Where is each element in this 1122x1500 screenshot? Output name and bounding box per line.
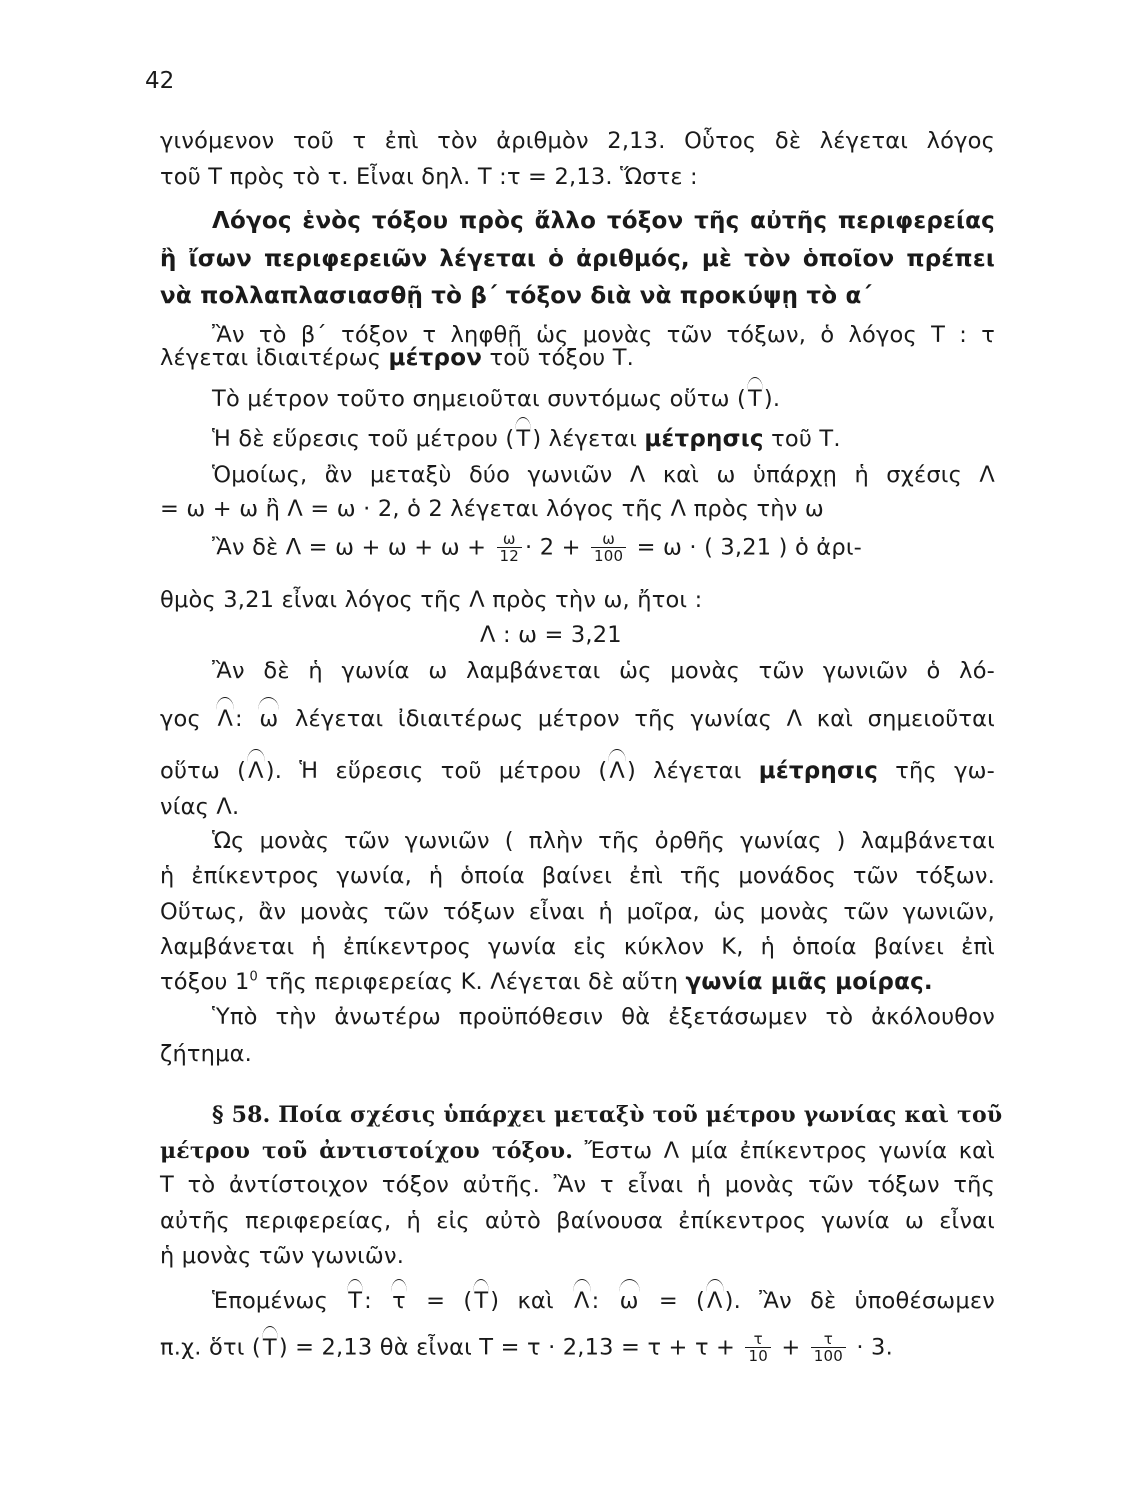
- text-line: [160, 969, 995, 995]
- text-line: τοῦ Τ πρὸς τὸ τ. Εἶναι δηλ. Τ :τ = 2,13. Ὥστε :: [160, 164, 698, 190]
- page-number: 42: [145, 68, 175, 94]
- arc-symbol: Τ: [747, 386, 762, 412]
- text-span: ) = 2,13 θὰ εἶναι Τ = τ · 2,13 = τ + τ +: [278, 1334, 736, 1361]
- text-span: :: [364, 1288, 372, 1314]
- text-line: θμὸς 3,21 εἶναι λόγος τῆς Λ πρὸς τὴν ω, ἤτοι :: [160, 587, 703, 613]
- text-span: ) λέγεται: [626, 758, 742, 784]
- text-span: τοῦ Τ.: [771, 426, 841, 452]
- fraction-denominator: 100: [811, 1347, 846, 1364]
- bold-term: μέτρησις: [644, 426, 764, 452]
- text-span: ).: [763, 386, 781, 412]
- angle-symbol: Λ: [707, 1288, 723, 1314]
- definition-line: Λόγος ἑνὸς τόξου πρὸς ἄλλο τόξον τῆς αὐτῆς περιφερείας: [212, 208, 995, 234]
- degree-superscript: 0: [249, 969, 258, 985]
- text-span: Ἔστω Λ μία ἐπίκεντρος γωνία καὶ: [584, 1138, 995, 1164]
- definition-line: νὰ πολλαπλασιασθῇ τὸ β΄ τόξον διὰ νὰ προκύψῃ τὸ α΄: [160, 283, 872, 309]
- fraction-numerator: ω: [602, 530, 615, 548]
- text-span: Ἂν δὲ Λ = ω + ω + ω +: [212, 534, 487, 561]
- definition-line: ἢ ἴσων περιφερειῶν λέγεται ὁ ἀριθμός, μὲ τὸν ὁποῖον πρέπει: [160, 246, 995, 272]
- text-line: νίας Λ.: [160, 794, 240, 820]
- text-span: τῆς περιφερείας Κ. Λέγεται δὲ αὕτη: [265, 969, 679, 995]
- text-span: τῆς γω-: [895, 758, 995, 784]
- text-span: ) καὶ: [490, 1288, 554, 1314]
- fraction: [591, 532, 626, 564]
- text-line: Τ τὸ ἀντίστοιχον τόξον αὐτῆς. Ἂν τ εἶναι ἡ μονὰς τῶν τόξων τῆς: [160, 1172, 995, 1198]
- text-line: = ω + ω ἢ Λ = ω · 2, ὁ 2 λέγεται λόγος τῆς Λ πρὸς τὴν ω: [160, 496, 824, 522]
- angle-symbol: ω: [619, 1288, 639, 1314]
- text-line: λαμβάνεται ἡ ἐπίκεντρος γωνία εἰς κύκλον Κ, ἡ ὁποία βαίνει ἐπὶ: [160, 934, 995, 960]
- equation: Λ : ω = 3,21: [480, 622, 622, 648]
- bold-term: γωνία μιᾶς μοίρας.: [685, 969, 933, 995]
- fraction-numerator: ω: [502, 530, 516, 548]
- text-span: = ω · ( 3,21 ) ὁ ἀρι-: [636, 534, 862, 561]
- text-span: γος: [160, 706, 201, 732]
- equation-line: [160, 1332, 995, 1364]
- equation-line: [212, 1288, 995, 1314]
- text-span: = (: [426, 1288, 473, 1314]
- text-line: [160, 345, 995, 371]
- text-span: λέγεται ἰδιαιτέρως: [160, 345, 382, 371]
- text-line: [160, 1138, 995, 1164]
- text-line: ζήτημα.: [160, 1041, 253, 1067]
- arc-symbol: Τ: [516, 426, 531, 452]
- fraction-numerator: τ: [823, 1330, 833, 1348]
- arc-symbol: Τ: [474, 1288, 489, 1314]
- bold-term: μέτρον: [388, 345, 483, 371]
- angle-symbol: Λ: [573, 1288, 590, 1314]
- fraction: [497, 532, 523, 564]
- text-line: ἡ μονὰς τῶν γωνιῶν.: [160, 1243, 405, 1269]
- arc-symbol: Τ: [262, 1334, 277, 1361]
- section-heading-continued: μέτρου τοῦ ἀντιστοίχου τόξου.: [160, 1138, 574, 1164]
- section-heading: § 58. Ποία σχέσις ὑπάρχει μεταξὺ τοῦ μέτρου γωνίας καὶ τοῦ: [212, 1102, 1003, 1128]
- text-span: +: [781, 1334, 801, 1361]
- fraction: [811, 1332, 846, 1364]
- fraction-numerator: τ: [753, 1330, 763, 1348]
- text-span: :: [591, 1288, 600, 1314]
- text-line: Ἂν δὲ ἡ γωνία ω λαμβάνεται ὡς μονὰς τῶν γωνιῶν ὁ λό-: [212, 658, 995, 684]
- fraction: [745, 1332, 771, 1364]
- text-span: = (: [658, 1288, 706, 1314]
- text-span: ). Ἡ εὕρεσις τοῦ μέτρου (: [265, 758, 608, 784]
- fraction-denominator: 10: [745, 1347, 771, 1364]
- text-line: Οὕτως, ἂν μονὰς τῶν τόξων εἶναι ἡ μοῖρα, ὡς μονὰς τῶν γωνιῶν,: [160, 899, 995, 925]
- fraction-denominator: 12: [497, 547, 523, 564]
- text-line: Ἂν τὸ β΄ τόξον τ ληφθῇ ὡς μονὰς τῶν τόξων, ὁ λόγος Τ : τ: [212, 322, 995, 348]
- text-span: Τὸ μέτρον τοῦτο σημειοῦται συντόμως οὕτω (: [212, 386, 746, 412]
- angle-symbol: Λ: [609, 758, 625, 784]
- text-span: Ἑπομένως: [212, 1288, 329, 1314]
- text-span: :: [235, 706, 243, 732]
- text-span: ). Ἂν δὲ ὑποθέσωμεν: [724, 1288, 995, 1314]
- text-line: Ὡς μονὰς τῶν γωνιῶν ( πλὴν τῆς ὀρθῆς γωνίας ) λαμβάνεται: [212, 828, 995, 854]
- angle-symbol: Λ: [248, 758, 264, 784]
- text-line: ἡ ἐπίκεντρος γωνία, ἡ ὁποία βαίνει ἐπὶ τῆς μονάδος τῶν τόξων.: [160, 863, 995, 889]
- text-span: Ἡ δὲ εὕρεσις τοῦ μέτρου (: [212, 426, 515, 452]
- text-span: λέγεται ἰδιαιτέρως μέτρον τῆς γωνίας Λ καὶ σημειοῦται: [295, 706, 995, 732]
- arc-symbol: τ: [392, 1288, 406, 1314]
- arc-symbol: Τ: [348, 1288, 363, 1314]
- text-span: οὕτω (: [160, 758, 247, 784]
- text-line: [212, 426, 995, 452]
- text-line: γινόμενον τοῦ τ ἐπὶ τὸν ἀριθμὸν 2,13. Οὗτος δὲ λέγεται λόγος: [160, 128, 995, 154]
- text-span: · 2 +: [525, 534, 581, 561]
- text-line: [160, 706, 995, 732]
- text-line: αὐτῆς περιφερείας, ἡ εἰς αὐτὸ βαίνουσα ἐπίκεντρος γωνία ω εἶναι: [160, 1208, 995, 1234]
- text-line: Ὑπὸ τὴν ἀνωτέρω προϋπόθεσιν θὰ ἐξετάσωμεν τὸ ἀκόλουθον: [212, 1004, 995, 1030]
- text-line: [212, 386, 995, 412]
- text-span: τόξου 1: [160, 969, 250, 995]
- equation-line: [212, 532, 995, 564]
- fraction-denominator: 100: [591, 547, 626, 564]
- angle-symbol: ω: [259, 706, 279, 732]
- text-line: Ὁμοίως, ἂν μεταξὺ δύο γωνιῶν Λ καὶ ω ὑπάρχῃ ἡ σχέσις Λ: [212, 462, 995, 488]
- text-span: · 3.: [856, 1334, 893, 1361]
- bold-term: μέτρησις: [758, 758, 879, 784]
- angle-symbol: Λ: [217, 706, 234, 732]
- text-span: τοῦ τόξου Τ.: [489, 345, 635, 371]
- text-span: ) λέγεται: [532, 426, 638, 452]
- text-span: π.χ. ὅτι (: [160, 1334, 261, 1361]
- text-line: [160, 758, 995, 784]
